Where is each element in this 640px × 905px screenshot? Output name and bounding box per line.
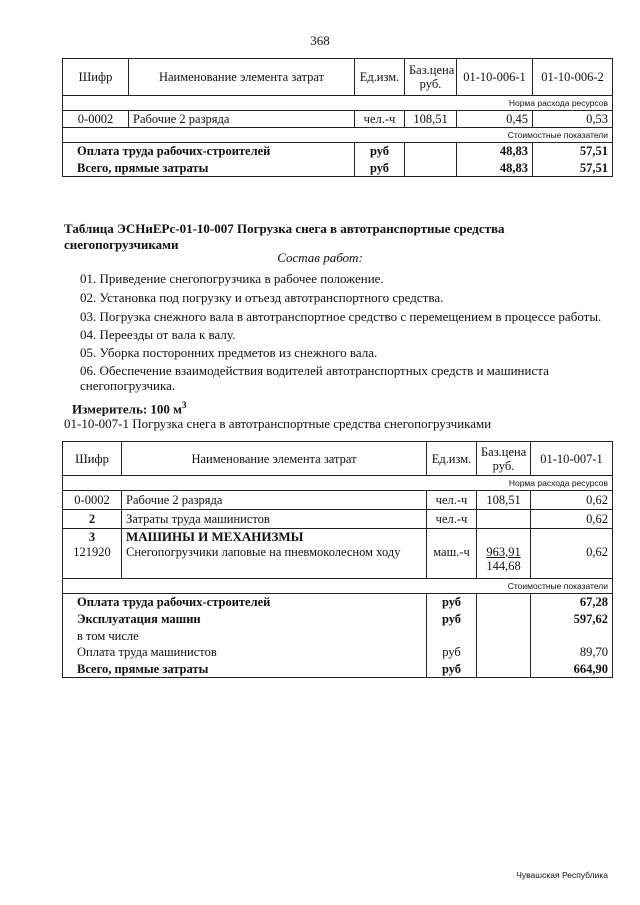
row-price-labor: 144,68 — [486, 558, 521, 573]
row-unit: чел.-ч — [427, 491, 477, 510]
total-direct-name: Всего, прямые затраты — [63, 661, 427, 678]
header-unit: Ед.изм. — [355, 59, 405, 96]
table-row — [63, 491, 613, 510]
table-row — [63, 545, 613, 579]
total-labor-unit: руб — [355, 143, 405, 160]
row-unit: чел.-ч — [355, 111, 405, 128]
total-machines-name: Эксплуатация машин — [63, 611, 427, 628]
work-step: 02. Установка под погрузку и отъезд автотранспортного средства. — [80, 290, 444, 305]
total-row — [63, 661, 613, 678]
work-step: 04. Переезды от вала к валу. — [80, 327, 236, 342]
total-labor-v2: 57,51 — [533, 143, 613, 160]
total-machines-unit: руб — [427, 611, 477, 628]
row-name: Снегопогрузчики лаповые на пневмоколесном ходу — [122, 545, 427, 579]
measure-sup: 3 — [182, 400, 187, 410]
row-code: 121920 — [63, 545, 122, 579]
total-row — [63, 644, 613, 661]
total-labor-v1: 67,28 — [531, 594, 613, 611]
row-price: 108,51 — [405, 111, 457, 128]
total-row — [63, 143, 613, 160]
row-v1: 0,62 — [531, 545, 613, 579]
total-labor-name: Оплата труда рабочих-строителей — [63, 594, 427, 611]
work-step: 03. Погрузка снежного вала в автотранспортное средство с перемещением в процессе работы. — [80, 309, 602, 324]
total-labor-v1: 48,83 — [457, 143, 533, 160]
work-step: 05. Уборка посторонних предметов из снежного вала. — [80, 345, 378, 360]
total-row — [63, 611, 613, 628]
total-direct-v1: 664,90 — [531, 661, 613, 678]
measure-unit — [72, 400, 187, 417]
total-direct-v2: 57,51 — [533, 160, 613, 177]
composition-title: Состав работ: — [277, 250, 363, 265]
rate-code-line: 01-10-007-1 Погрузка снега в автотранспортные средства снегопогрузчиками — [64, 416, 492, 431]
total-labor-name: Оплата труда рабочих-строителей — [63, 143, 355, 160]
header-price: Баз.цена руб. — [405, 59, 457, 96]
including-label: в том числе — [63, 628, 427, 644]
section-code: 3 — [63, 529, 122, 545]
row-v1: 0,62 — [531, 491, 613, 510]
table-title: Таблица ЭСНиЕРс-01-10-007 Погрузка снега в автотранспортные средства снегопогрузчиками — [64, 221, 505, 252]
total-operators-name: Оплата труда машинистов — [63, 644, 427, 661]
row-price — [477, 510, 531, 529]
table-01-10-006 — [62, 58, 613, 177]
header-col1: 01-10-006-1 — [457, 59, 533, 96]
header-code: Шифр — [63, 59, 129, 96]
row-code: 0-0002 — [63, 491, 122, 510]
row-v1: 0,45 — [457, 111, 533, 128]
row-code: 2 — [63, 510, 122, 529]
total-row — [63, 594, 613, 611]
table-row — [63, 510, 613, 529]
header-unit: Ед.изм. — [427, 442, 477, 476]
header-col2: 01-10-006-2 — [533, 59, 613, 96]
row-price: 963,91 — [486, 544, 521, 559]
row-name: Рабочие 2 разряда — [122, 491, 427, 510]
row-price-cell — [477, 545, 531, 579]
total-row — [63, 160, 613, 177]
row-price: 108,51 — [477, 491, 531, 510]
work-step: 06. Обеспечение взаимодействия водителей автотранспортных средств и машиниста снегопогрузчика. — [80, 363, 549, 393]
header-col1: 01-10-007-1 — [531, 442, 613, 476]
work-step: 01. Приведение снегопогрузчика в рабочее положение. — [80, 271, 384, 286]
total-direct-unit: руб — [427, 661, 477, 678]
section-row — [63, 529, 613, 545]
norm-label: Норма расхода ресурсов — [63, 476, 613, 491]
row-v1: 0,62 — [531, 510, 613, 529]
total-direct-name: Всего, прямые затраты — [63, 160, 355, 177]
total-labor-unit: руб — [427, 594, 477, 611]
cost-label: Стоимостные показатели — [63, 128, 613, 143]
table-row — [63, 111, 613, 128]
header-price: Баз.цена руб. — [477, 442, 531, 476]
table-header — [63, 59, 613, 96]
total-row — [63, 628, 613, 644]
total-direct-v1: 48,83 — [457, 160, 533, 177]
total-operators-v1: 89,70 — [531, 644, 613, 661]
row-v2: 0,53 — [533, 111, 613, 128]
total-machines-v1: 597,62 — [531, 611, 613, 628]
header-name: Наименование элемента затрат — [122, 442, 427, 476]
table-01-10-007 — [62, 441, 613, 678]
cost-label: Стоимостные показатели — [63, 579, 613, 594]
header-code: Шифр — [63, 442, 122, 476]
section-name: МАШИНЫ И МЕХАНИЗМЫ — [122, 529, 427, 545]
row-name: Затраты труда машинистов — [122, 510, 427, 529]
row-unit: маш.-ч — [427, 545, 477, 579]
total-operators-unit: руб — [427, 644, 477, 661]
measure-text: Измеритель: 100 м — [72, 401, 183, 417]
row-code: 0-0002 — [63, 111, 129, 128]
total-direct-unit: руб — [355, 160, 405, 177]
norm-label: Норма расхода ресурсов — [63, 96, 613, 111]
row-name: Рабочие 2 разряда — [129, 111, 355, 128]
row-unit: чел.-ч — [427, 510, 477, 529]
page-number: 368 — [310, 33, 330, 48]
footer-region: Чувашская Республика — [516, 870, 608, 880]
table-header — [63, 442, 613, 476]
header-name: Наименование элемента затрат — [129, 59, 355, 96]
